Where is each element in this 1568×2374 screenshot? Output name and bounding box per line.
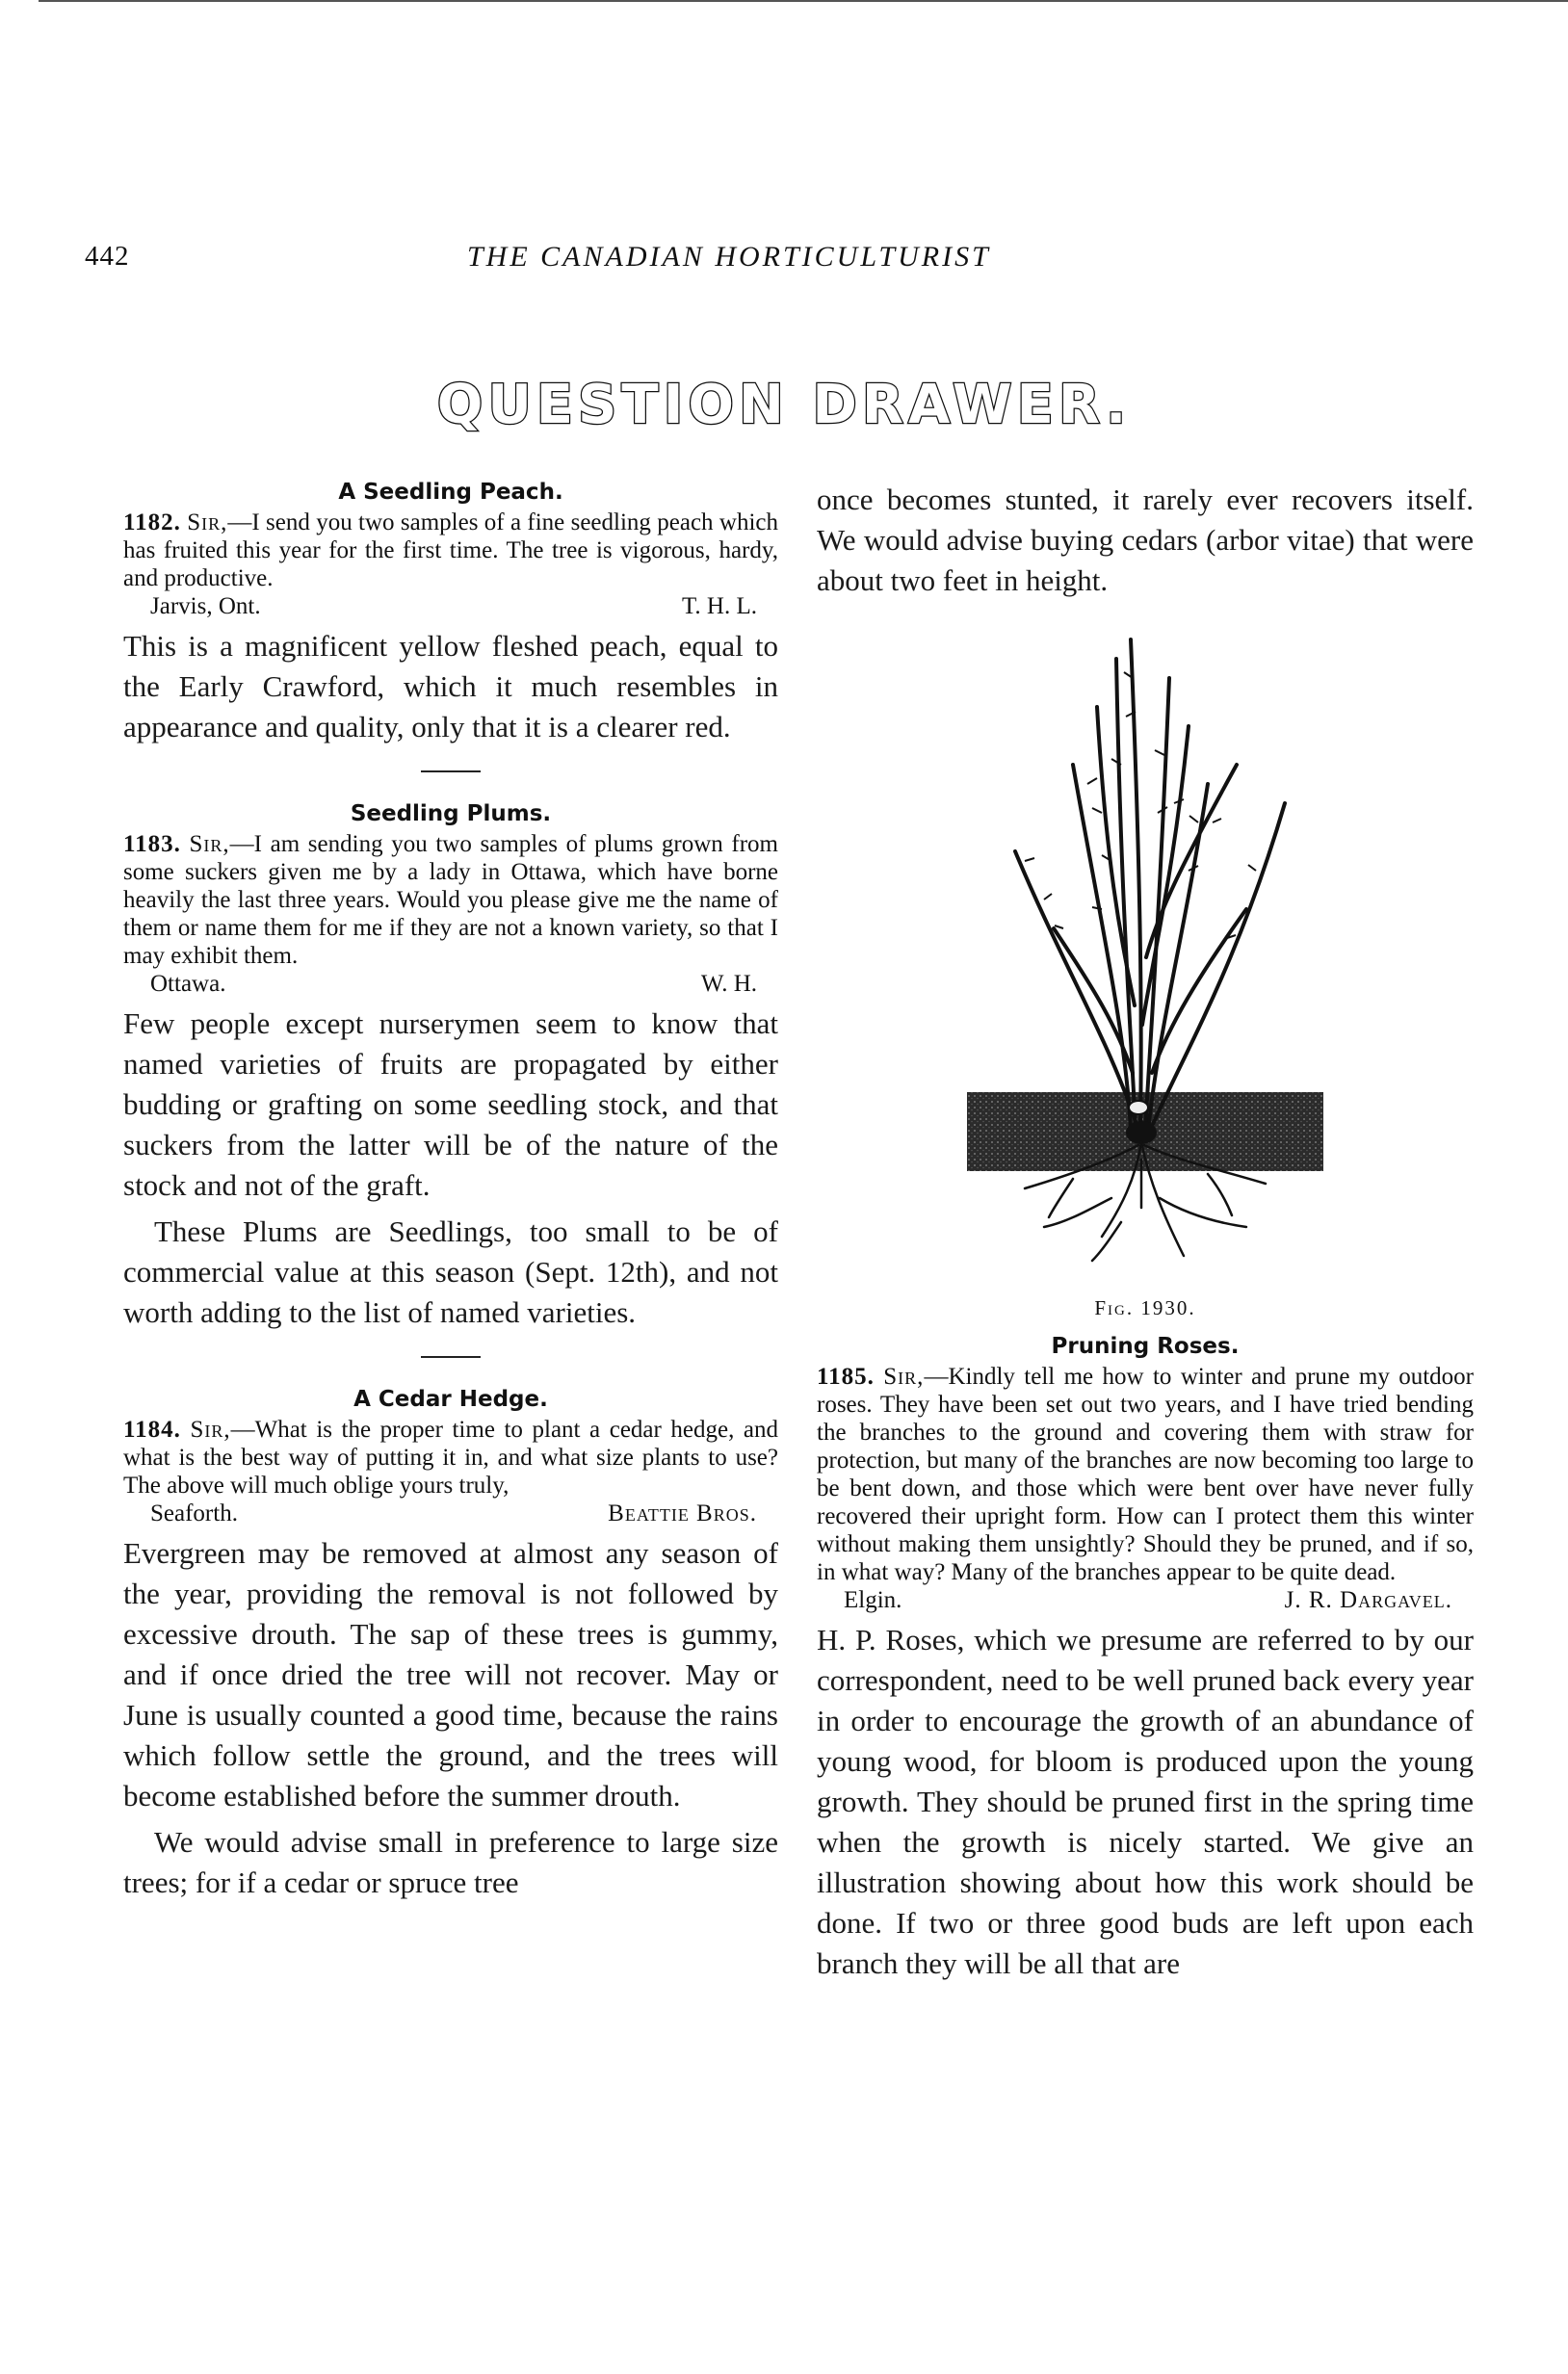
question-number: 1185. <box>817 1364 875 1390</box>
article-heading: Pruning Roses. <box>1051 1334 1240 1359</box>
answer-paragraph: Evergreen may be removed at almost any season of the year, providing the removal is not followed by excessive drouth. The sap of these trees is gummy, and if once dried the tree will not recover. May or June is usually counted a good time, because the rains which follow settle the ground, and the trees will become established before the summer drouth. <box>123 1536 778 1813</box>
correspondent-signature: T. H. L. <box>682 593 757 619</box>
salutation: Sir, <box>883 1364 925 1390</box>
answer-paragraph: H. P. Roses, which we presume are referred to by our correspondent, need to be well pruned back every year in order to encourage the growth of an abundance of young wood, for bloom is produced upon the young growth. They should be pruned first in the spring time when the growth is nicely started. We give an illustration showing about how this work should be done. If two or three good buds are left upon each branch they will be all that are <box>817 1623 1474 1980</box>
article-heading: Seedling Plums. <box>350 801 552 826</box>
question-number: 1183. <box>123 831 181 857</box>
page-number: 442 <box>85 241 130 272</box>
salutation: Sir, <box>190 1417 231 1443</box>
graft-union <box>1126 1121 1157 1144</box>
question-letter <box>123 830 778 970</box>
question-letter <box>123 509 778 592</box>
correspondent-signature: W. H. <box>700 971 757 997</box>
article-cedar-hedge <box>123 1387 778 1903</box>
answer-paragraph: Few people except nurserymen seem to know that named varieties of fruits are propagated by either budding or grafting on some seedling stock, and that suckers from the latter will be of the nature of the stock and not of the graft. <box>123 1006 778 1202</box>
correspondent-place: Ottawa. <box>150 971 226 997</box>
correspondent-signature: Beattie Bros. <box>608 1500 757 1526</box>
article-heading: A Seedling Peach. <box>338 480 563 505</box>
answer-paragraph: We would advise small in preference to large size trees; for if a cedar or spruce tree <box>123 1825 778 1899</box>
signoff <box>123 970 778 998</box>
figure-caption: Fig. 1930. <box>1094 1296 1196 1319</box>
signoff <box>123 592 778 620</box>
pruned-rose-bush-illustration <box>967 620 1323 1275</box>
section-divider <box>421 1356 481 1358</box>
signoff <box>123 1500 778 1527</box>
correspondent-place: Seaforth. <box>150 1500 238 1526</box>
top-rule <box>39 0 1568 2</box>
article-heading: A Cedar Hedge. <box>353 1387 548 1412</box>
article-seedling-plums <box>123 801 778 1333</box>
letter-text: —Kindly tell me how to winter and prune my outdoor roses. They have been set out two years, and I have tried bending the branches to the ground and covering them with straw for protection, but many of the branches are now becoming too large to be bent down, and those which were bent over have never fully recovered their upright form. How can I protect them this winter without making them unsightly? Should they be pruned, and if so, in what way? Many of the branches appear to be quite dead. <box>817 1364 1475 1585</box>
question-number: 1184. <box>123 1417 181 1443</box>
question-number: 1182. <box>123 509 181 535</box>
running-head: THE CANADIAN HORTICULTURIST <box>467 241 991 273</box>
salutation: Sir, <box>189 831 230 857</box>
left-column <box>123 480 778 1903</box>
signoff <box>817 1586 1474 1614</box>
letter-text: —What is the proper time to plant a cedar hedge, and what is the best way of putting it in, and what size plants to use? The above will much oblige yours truly, <box>123 1417 779 1499</box>
answer-paragraph: This is a magnificent yellow fleshed peach, equal to the Early Crawford, which it much resembles in appearance and quality, only that it is a clearer red. <box>123 629 778 744</box>
correspondent-place: Elgin. <box>844 1587 902 1613</box>
correspondent-place: Jarvis, Ont. <box>150 593 261 619</box>
letter-text: —I am sending you two samples of plums grown from some suckers given me by a lady in Ottawa, which have borne heavily the last three years. Would you please give me the name of them or name them for me if they are not a known variety, so that I may exhibit them. <box>123 831 778 969</box>
letter-text: —I send you two samples of a fine seedling peach which has fruited this year for the first time. The tree is vigorous, hardy, and productive. <box>123 509 778 591</box>
question-letter <box>817 1363 1474 1586</box>
section-divider <box>421 770 481 772</box>
correspondent-signature: J. R. Dargavel. <box>1284 1587 1452 1613</box>
answer-continued: once becomes stunted, it rarely ever recovers itself. We would advise buying cedars (arbor vitae) that were about two feet in height. <box>817 483 1474 597</box>
salutation: Sir, <box>187 509 228 535</box>
article-pruning-roses <box>817 1334 1474 1984</box>
article-seedling-peach <box>123 480 778 747</box>
right-column <box>817 480 1474 1984</box>
answer-paragraph: These Plums are Seedlings, too small to be of commercial value at this season (Sept. 12th), and not worth adding to the list of named varieties. <box>123 1214 778 1329</box>
question-letter <box>123 1416 778 1500</box>
rose-stems <box>1015 639 1285 1131</box>
section-title: QUESTION DRAWER. <box>436 374 1132 436</box>
figure-pruned-rose-bush <box>967 620 1323 1275</box>
